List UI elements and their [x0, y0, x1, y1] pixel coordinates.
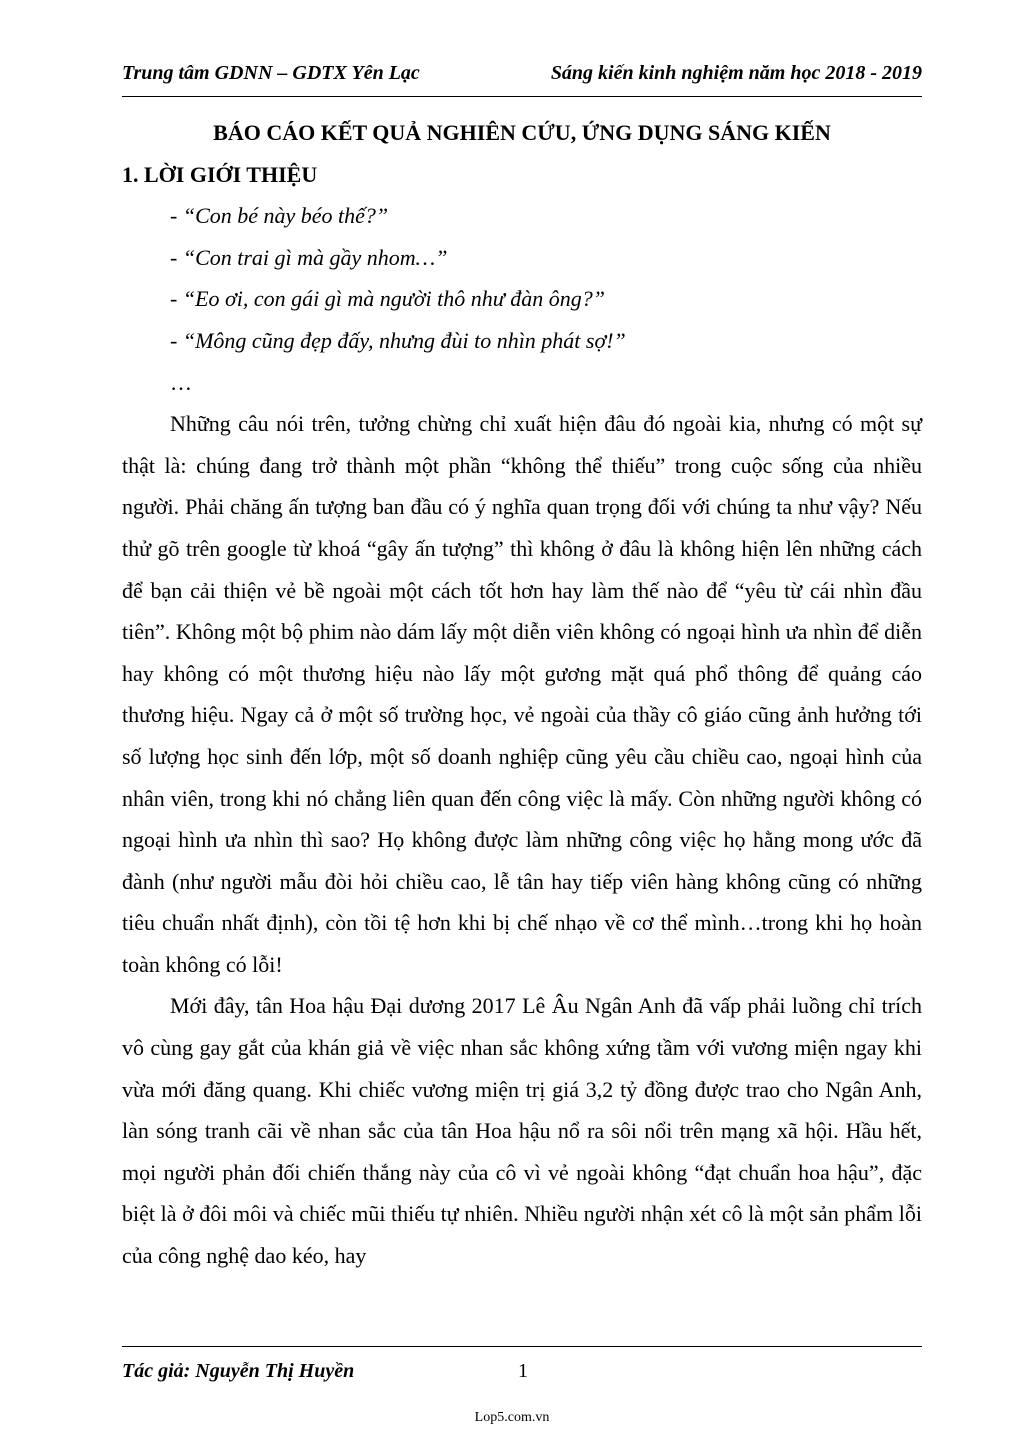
quote-line: - “Mông cũng đẹp đấy, nhưng đùi to nhìn phát sợ!” [170, 327, 626, 353]
header-left-text: Trung tâm GDNN – GDTX Yên Lạc [122, 62, 420, 84]
page-number: 1 [518, 1360, 528, 1382]
quote-text: “Eo ơi, con gái gì mà người thô như đàn ông?” [182, 286, 605, 312]
quote-line: - “Eo ơi, con gái gì mà người thô như đàn ông?” [170, 286, 605, 312]
section-heading: 1. LỜI GIỚI THIỆU [122, 161, 318, 187]
header-divider [122, 96, 922, 97]
quote-text: “Con trai gì mà gầy nhom…” [182, 244, 448, 270]
page-header [122, 62, 922, 92]
site-watermark: Lop5.com.vn [474, 1410, 550, 1425]
ellipsis-line: … [170, 369, 192, 395]
footer-author: Tác giả: Nguyễn Thị Huyền [122, 1360, 355, 1382]
quote-text: “Mông cũng đẹp đấy, nhưng đùi to nhìn phát sợ!” [182, 327, 626, 353]
body-paragraph: Những câu nói trên, tưởng chừng chỉ xuất hiện đâu đó ngoài kia, nhưng có một sự thật là: chúng đang trở thành một phần “không thể thiếu” trong cuộc sống của nhiều người. Phải chăng ấn tượng ban đầu có ý nghĩa quan trọng đối với chúng ta như vậy? Nếu thử gõ trên google từ khoá “gây ấn tượng” thì không ở đâu là không hiện lên những cách để bạn cải thiện vẻ bề ngoài một cách tốt hơn hay làm thế nào để “yêu từ cái nhìn đầu tiên”. Không một bộ phim nào dám lấy một diễn viên không có ngoại hình ưa nhìn để diễn hay không có một thương hiệu nào lấy một gương mặt quá phổ thông để quảng cáo thương hiệu. Ngay cả ở một số trường học, vẻ ngoài của thầy cô giáo cũng ảnh hưởng tới số lượng học sinh đến lớp, một số doanh nghiệp cũng yêu cầu chiều cao, ngoại hình của nhân viên, trong khi nó chẳng liên quan đến công việc là mấy. Còn những người không có ngoại hình ưa nhìn thì sao? Họ không được làm những công việc họ hằng mong ước đã đành (như người mẫu đòi hỏi chiều cao, lễ tân hay tiếp viên hàng không cũng có những tiêu chuẩn nhất định), còn tồi tệ hơn khi bị chế nhạo về cơ thể mình…trong khi họ hoàn toàn không có lỗi! [122, 411, 922, 977]
body-paragraph: Mới đây, tân Hoa hậu Đại dương 2017 Lê Âu Ngân Anh đã vấp phải luồng chỉ trích vô cùng gay gắt của khán giả về việc nhan sắc không xứng tầm với vương miện ngay khi vừa mới đăng quang. Khi chiếc vương miện trị giá 3,2 tỷ đồng được trao cho Ngân Anh, làn sóng tranh cãi về nhan sắc của tân Hoa hậu nổ ra sôi nổi trên mạng xã hội. Hầu hết, mọi người phản đối chiến thắng này của cô vì vẻ ngoài không “đạt chuẩn hoa hậu”, đặc biệt là ở đôi môi và chiếc mũi thiếu tự nhiên. Nhiều người nhận xét cô là một sản phẩm lỗi của công nghệ dao kéo, hay [122, 993, 922, 1269]
document-body [122, 112, 922, 1277]
quote-text: “Con bé này béo thế?” [182, 203, 389, 229]
quote-line: - “Con bé này béo thế?” [170, 203, 389, 229]
header-right-text: Sáng kiến kinh nghiệm năm học 2018 - 2019 [550, 62, 922, 84]
quote-line: - “Con trai gì mà gầy nhom…” [170, 244, 448, 270]
footer-divider [122, 1346, 922, 1347]
document-title: BÁO CÁO KẾT QUẢ NGHIÊN CỨU, ỨNG DỤNG SÁNG KIẾN [213, 120, 831, 145]
